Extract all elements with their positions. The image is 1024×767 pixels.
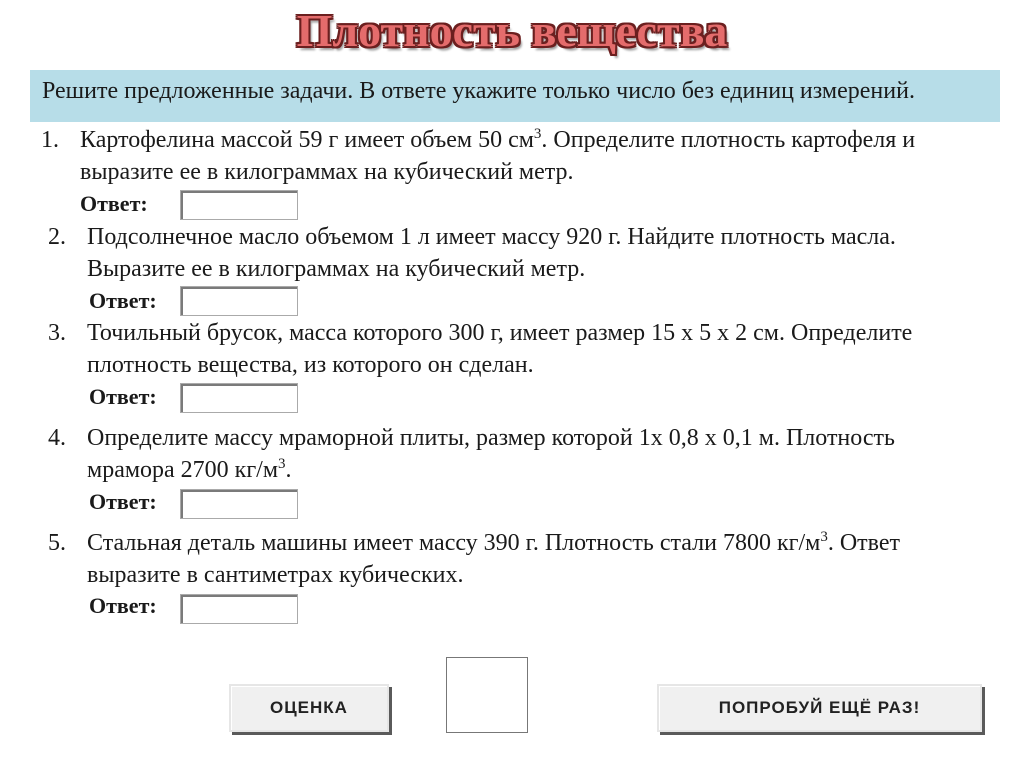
- task-4: [0, 423, 1024, 518]
- task-text-line2: Выразите ее в килограммах на кубический метр.: [87, 256, 586, 282]
- retry-button-label: ПОПРОБУЙ ЕЩЁ РАЗ!: [718, 698, 921, 717]
- score-display: [446, 657, 528, 733]
- grade-button-label: ОЦЕНКА: [270, 698, 348, 717]
- retry-button[interactable]: [657, 684, 982, 732]
- task-text-line1: Подсолнечное масло объемом 1 л имеет массу 920 г. Найдите плотность масла.: [87, 224, 896, 250]
- answer-label: Ответ:: [89, 384, 157, 409]
- answer-input-5[interactable]: [180, 594, 298, 624]
- instruction-text: Решите предложенные задачи. В ответе укажите только число без единиц измерений.: [42, 78, 915, 104]
- task-5: [0, 528, 1024, 628]
- answer-input-1[interactable]: [180, 190, 298, 220]
- task-1: [0, 125, 1024, 220]
- page-title: Плотность вещества: [296, 5, 728, 56]
- answer-input-3[interactable]: [180, 383, 298, 413]
- task-number: 1.: [41, 127, 59, 153]
- task-text-line2: плотность вещества, из которого он сделан.: [87, 352, 534, 378]
- task-3: [0, 318, 1024, 413]
- answer-input-4[interactable]: [180, 489, 298, 519]
- task-2: [0, 222, 1024, 317]
- grade-button[interactable]: [229, 684, 389, 732]
- task-text-line1: Определите массу мраморной плиты, размер которой 1х 0,8 х 0,1 м. Плотность: [87, 425, 895, 451]
- answer-label: Ответ:: [89, 288, 157, 313]
- answer-input-2[interactable]: [180, 286, 298, 316]
- task-text-line2: мрамора 2700 $кг/м^3$.: [87, 456, 292, 483]
- task-number: 5.: [48, 530, 66, 556]
- task-text-line1: Точильный брусок, масса которого 300 г, имеет размер 15 х 5 х 2 см. Определите: [87, 320, 913, 346]
- task-text-line1: Стальная деталь машины имеет массу 390 г. Плотность стали 7800 $кг/м^3$. Ответ: [87, 529, 900, 556]
- answer-label: Ответ:: [89, 489, 157, 514]
- answer-label: Ответ:: [89, 593, 157, 618]
- task-number: 2.: [48, 224, 66, 250]
- instruction-banner: [30, 70, 1000, 122]
- task-number: 4.: [48, 425, 66, 451]
- task-text-line2: выразите в сантиметрах кубических.: [87, 562, 464, 588]
- answer-label: Ответ:: [80, 191, 148, 216]
- task-text-line2: выразите ее в килограммах на кубический метр.: [80, 159, 574, 185]
- task-text-line1: Картофелина массой 59 г имеет объем 50 $см^3$. Определите плотность картофеля и: [80, 126, 916, 153]
- task-number: 3.: [48, 320, 66, 346]
